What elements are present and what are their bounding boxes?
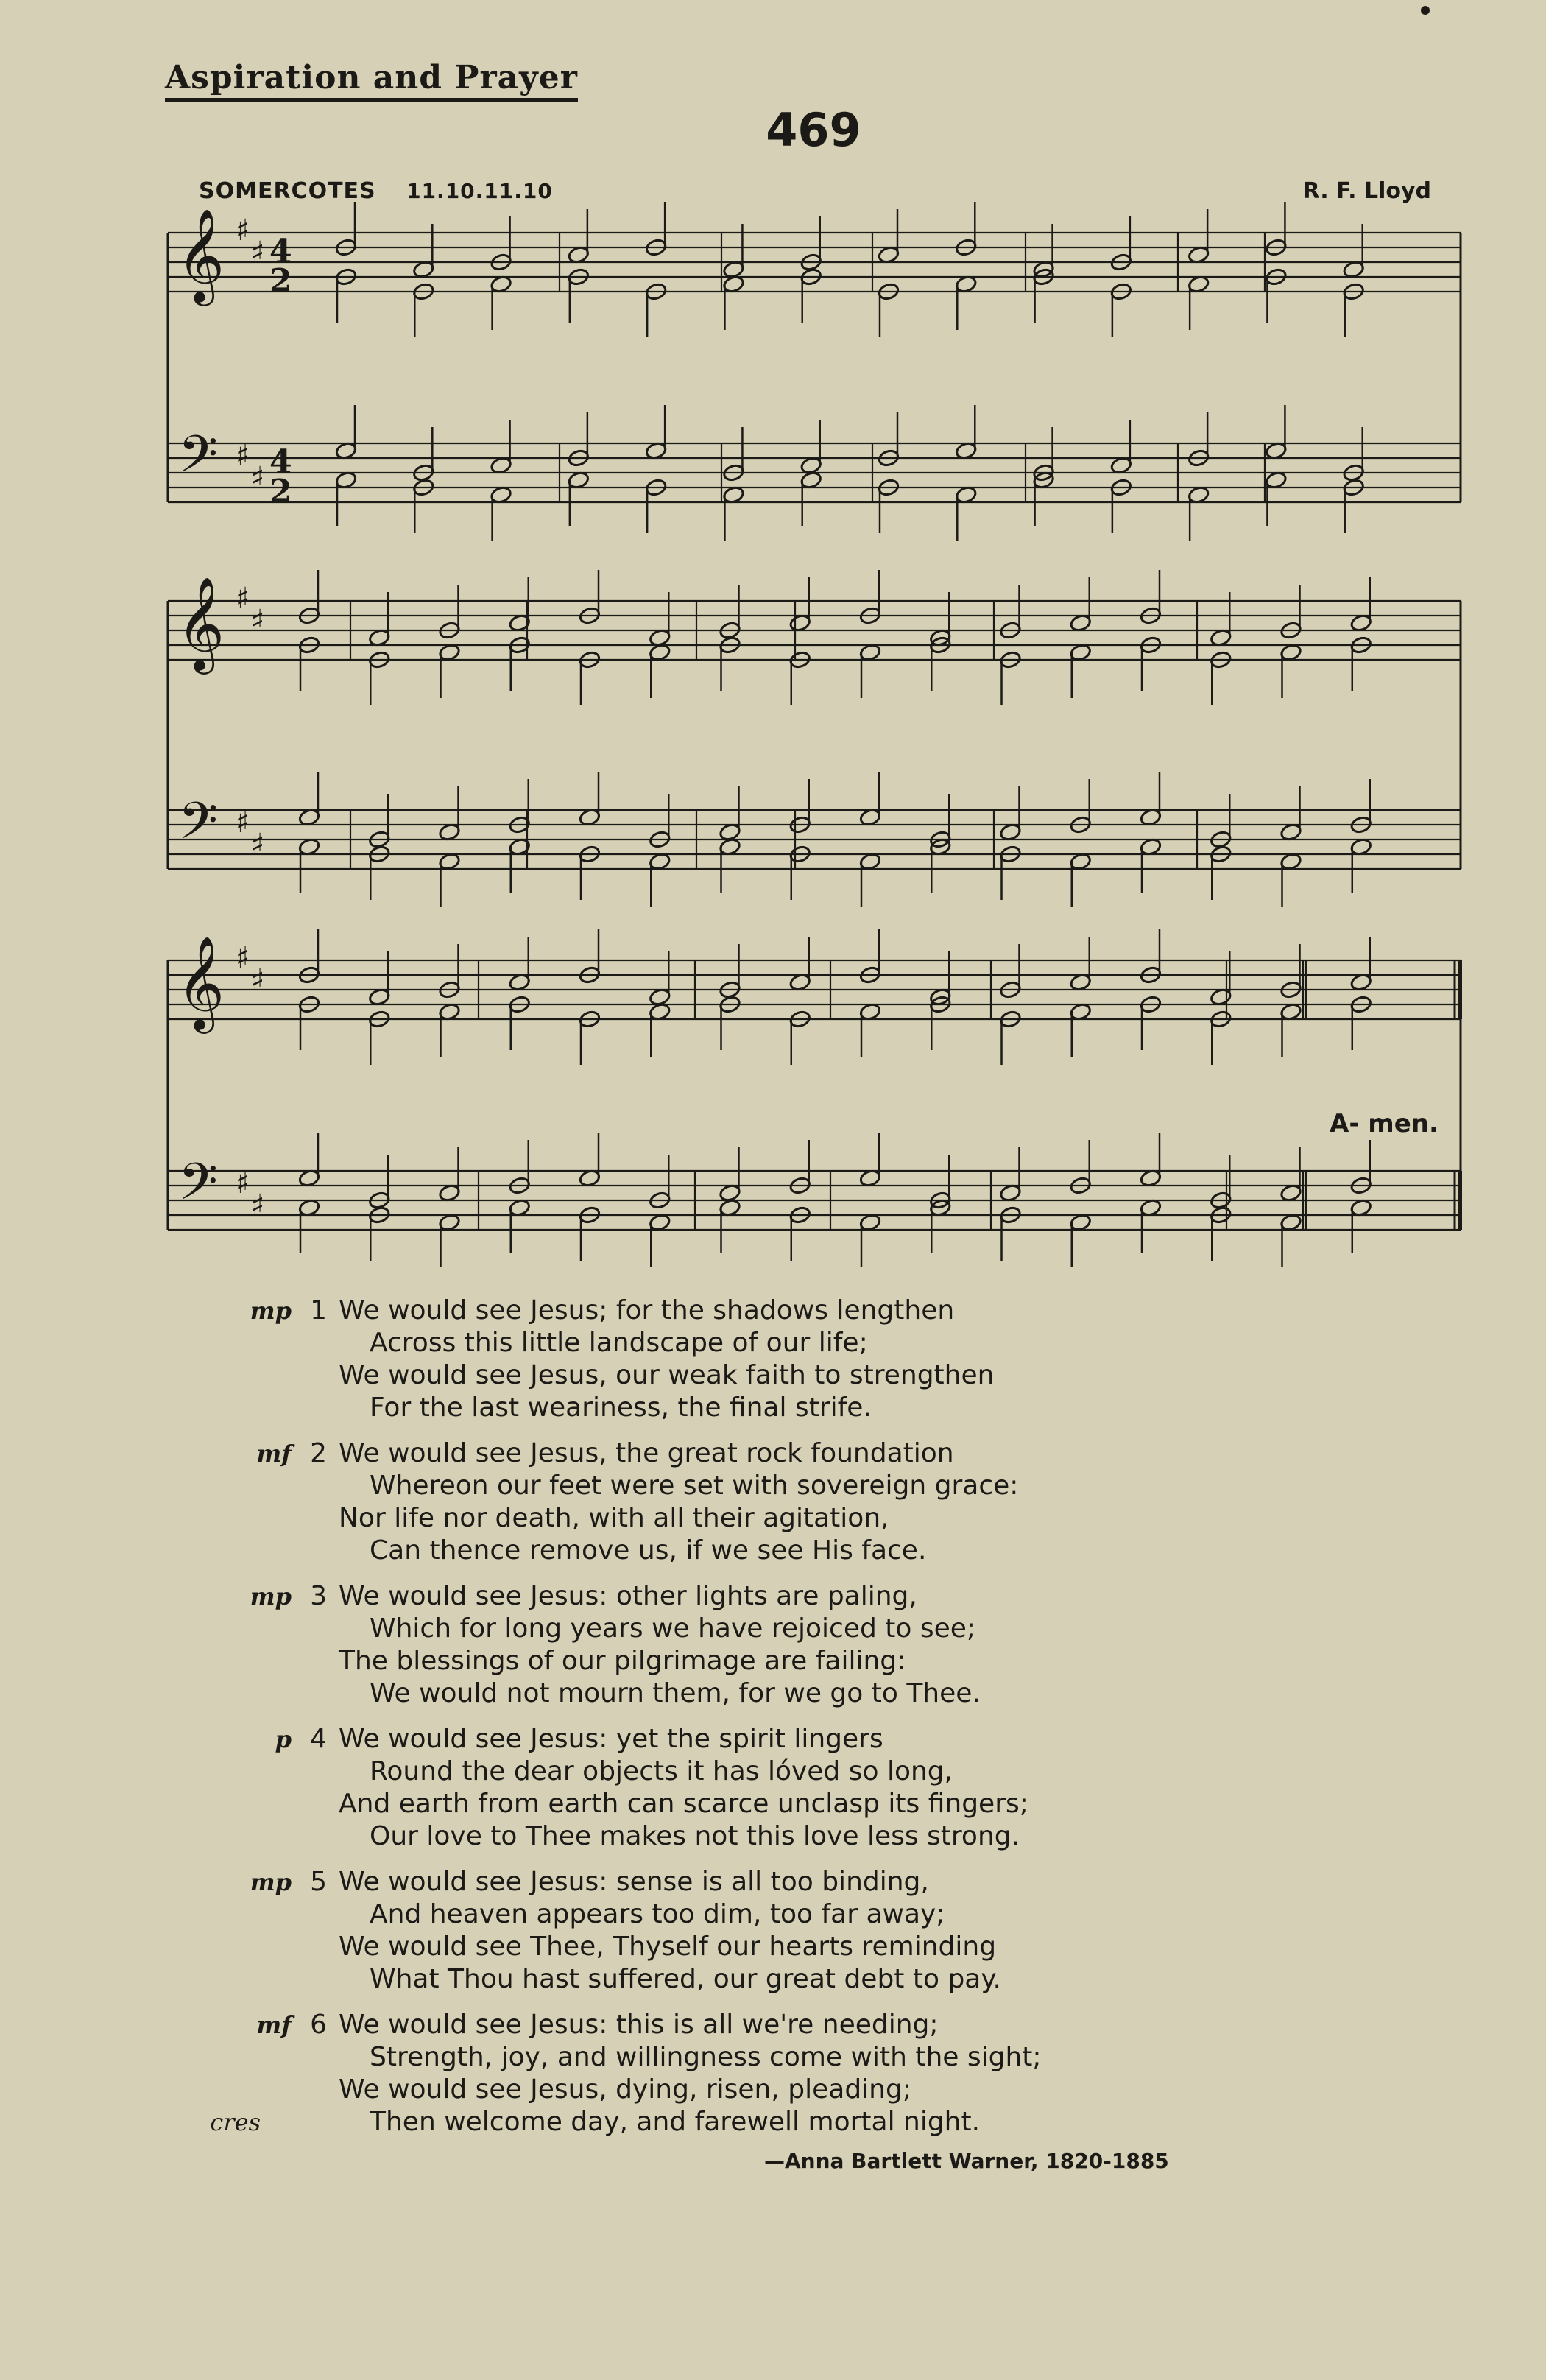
verse-number: 6 xyxy=(310,2010,327,2040)
verse-3 xyxy=(250,1580,1333,1710)
verse-number: 3 xyxy=(310,1581,327,1611)
verse-number: 5 xyxy=(310,1867,327,1897)
verse-4 xyxy=(275,1723,1333,1853)
verse-line: We would see Jesus, dying, risen, pleading; xyxy=(339,2074,911,2105)
sharp-sign: ♯ xyxy=(236,582,250,616)
bass-clef: 𝄢 xyxy=(178,1152,219,1224)
sharp-sign: ♯ xyxy=(250,604,265,638)
verse-line: We would see Jesus: other lights are paling, xyxy=(339,1581,917,1611)
hymn-number: 469 xyxy=(766,103,861,157)
dynamic-marking: p xyxy=(275,1725,292,1753)
crescendo-marking: cres xyxy=(210,2108,261,2136)
verse-line: The blessings of our pilgrimage are failing: xyxy=(339,1646,906,1676)
verse-line: We would see Thee, Thyself our hearts reminding xyxy=(339,1932,997,1962)
verse-1 xyxy=(250,1295,1333,1424)
final-barline xyxy=(1458,960,1462,1019)
amen-label: A- men. xyxy=(1330,1109,1439,1138)
verse-line: We would see Jesus: sense is all too binding, xyxy=(339,1867,929,1897)
verse-5 xyxy=(250,1866,1333,1996)
verse-line: Nor life nor death, with all their agitation, xyxy=(339,1503,889,1533)
bass-clef: 𝄢 xyxy=(178,424,219,496)
sharp-sign: ♯ xyxy=(250,828,265,862)
verse-line: And heaven appears too dim, too far away; xyxy=(370,1899,945,1929)
dynamic-marking: mp xyxy=(250,1868,292,1896)
verse-number: 4 xyxy=(310,1724,327,1754)
verse-line: Round the dear objects it has lóved so long, xyxy=(370,1756,953,1786)
time-signature-top: 4 xyxy=(269,233,292,270)
verse-line: We would not mourn them, for we go to Thee. xyxy=(370,1678,981,1708)
sharp-sign: ♯ xyxy=(250,236,265,270)
verse-number: 1 xyxy=(310,1295,327,1325)
composer: R. F. Lloyd xyxy=(1302,178,1431,204)
author-credit: —Anna Bartlett Warner, 1820-1885 xyxy=(764,2149,1169,2173)
tune-name: SOMERCOTES xyxy=(199,178,376,204)
verse-line xyxy=(210,2106,1333,2138)
sharp-sign: ♯ xyxy=(236,1166,250,1200)
sharp-sign: ♯ xyxy=(236,806,250,839)
dynamic-marking: mf xyxy=(256,2011,292,2039)
time-signature-bottom: 2 xyxy=(269,473,292,510)
verse-line: Across this little landscape of our life; xyxy=(370,1328,868,1358)
treble-clef: 𝄞 xyxy=(177,935,225,1029)
verses xyxy=(210,1295,1333,2152)
sharp-sign: ♯ xyxy=(250,461,265,495)
time-signature-top: 4 xyxy=(269,443,292,481)
verse-2 xyxy=(256,1437,1333,1567)
verse-line: Whereon our feet were set with sovereign grace: xyxy=(370,1471,1019,1501)
verse-line: We would see Jesus, our weak faith to strengthen xyxy=(339,1360,995,1390)
verse-line: And earth from earth can scarce unclasp its fingers; xyxy=(339,1789,1028,1819)
verse-line: What Thou hast suffered, our great debt to pay. xyxy=(370,1964,1001,1994)
verse-line: We would see Jesus: yet the spirit lingers xyxy=(339,1724,883,1754)
verse-line-text: Then welcome day, and farewell mortal night. xyxy=(370,2107,981,2137)
dynamic-marking: mf xyxy=(256,1440,292,1468)
sharp-sign: ♯ xyxy=(250,963,265,997)
section-title: Aspiration and Prayer xyxy=(165,59,578,102)
final-barline xyxy=(1458,1171,1462,1230)
verse-line: Which for long years we have rejoiced to see; xyxy=(370,1613,976,1644)
score-systems xyxy=(168,202,1462,1267)
sharp-sign: ♯ xyxy=(236,439,250,473)
treble-clef: 𝄞 xyxy=(177,576,225,670)
bass-clef: 𝄢 xyxy=(178,791,219,863)
time-signature-bottom: 2 xyxy=(269,262,292,300)
dynamic-marking: mp xyxy=(250,1297,292,1325)
treble-clef: 𝄞 xyxy=(177,208,225,302)
verse-line: Can thence remove us, if we see His face. xyxy=(370,1535,927,1566)
dynamic-marking: mp xyxy=(250,1582,292,1610)
verse-number: 2 xyxy=(310,1438,327,1468)
verse-6 xyxy=(210,2009,1333,2138)
verse-line: We would see Jesus; for the shadows lengthen xyxy=(339,1295,955,1325)
sharp-sign: ♯ xyxy=(236,941,250,975)
verse-line: For the last weariness, the final strife. xyxy=(370,1393,872,1423)
sharp-sign: ♯ xyxy=(236,214,250,247)
verse-line: We would see Jesus: this is all we're needing; xyxy=(339,2010,939,2040)
tune-meter: 11.10.11.10 xyxy=(406,179,553,203)
verse-line: Our love to Thee makes not this love less strong. xyxy=(370,1821,1020,1851)
verse-line: We would see Jesus, the great rock foundation xyxy=(339,1438,954,1468)
verse-line: Strength, joy, and willingness come with the sight; xyxy=(370,2042,1042,2072)
sharp-sign: ♯ xyxy=(250,1189,265,1222)
